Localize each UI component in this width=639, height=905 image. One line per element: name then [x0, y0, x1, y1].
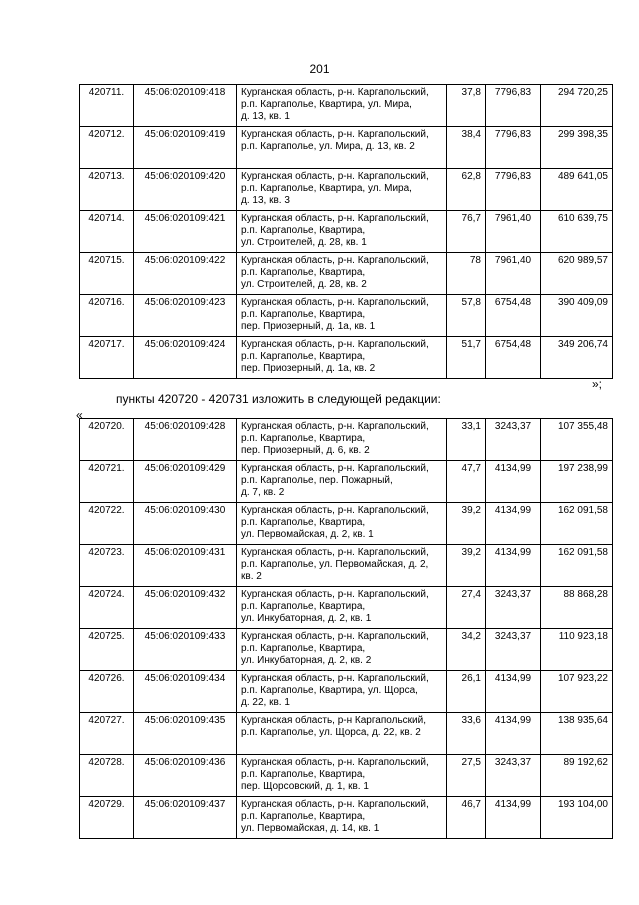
address-cell — [237, 295, 447, 337]
cadastral-number-cell: 45:06:020109:435 — [134, 713, 237, 755]
address-cell — [237, 169, 447, 211]
address-line: р.п. Каргаполье, Квартира, — [241, 351, 366, 362]
address-cell — [237, 211, 447, 253]
table-row — [80, 713, 613, 755]
cadastral-number-cell: 45:06:020109:434 — [134, 671, 237, 713]
address-cell — [237, 545, 447, 587]
table-row — [80, 419, 613, 461]
table-row — [80, 587, 613, 629]
area-cell: 57,8 — [447, 295, 486, 337]
cadastral-number-cell: 45:06:020109:420 — [134, 169, 237, 211]
address-line: ул. Инкубаторная, д. 2, кв. 1 — [241, 613, 372, 624]
property-table-2 — [79, 418, 613, 839]
total-value-cell: 489 641,05 — [541, 169, 613, 211]
address-cell — [237, 629, 447, 671]
address-line: кв. 2 — [241, 571, 262, 582]
table-row — [80, 85, 613, 127]
address-line: р.п. Каргаполье, Квартира, — [241, 601, 366, 612]
address-line: р.п. Каргаполье, ул. Мира, д. 13, кв. 2 — [241, 141, 415, 152]
row-number-cell: 420727. — [80, 713, 134, 755]
cadastral-number-cell: 45:06:020109:421 — [134, 211, 237, 253]
page-number: 201 — [309, 62, 330, 76]
row-number-cell: 420726. — [80, 671, 134, 713]
address-cell — [237, 797, 447, 839]
price-per-sqm-cell: 6754,48 — [486, 337, 541, 379]
table-row — [80, 253, 613, 295]
area-cell: 38,4 — [447, 127, 486, 169]
address-line: ул. Строителей, д. 28, кв. 2 — [241, 279, 367, 290]
address-line: ул. Строителей, д. 28, кв. 1 — [241, 237, 367, 248]
cadastral-number-cell: 45:06:020109:429 — [134, 461, 237, 503]
total-value-cell: 138 935,64 — [541, 713, 613, 755]
price-per-sqm-cell: 3243,37 — [486, 755, 541, 797]
address-line: р.п. Каргаполье, Квартира, — [241, 433, 366, 444]
row-number-cell: 420722. — [80, 503, 134, 545]
total-value-cell: 107 923,22 — [541, 671, 613, 713]
cadastral-number-cell: 45:06:020109:431 — [134, 545, 237, 587]
address-line: р.п. Каргаполье, Квартира, — [241, 643, 366, 654]
total-value-cell: 620 989,57 — [541, 253, 613, 295]
address-line: Курганская область, р-н. Каргапольский, — [241, 799, 429, 810]
address-line: Курганская область, р-н. Каргапольский, — [241, 589, 429, 600]
address-line: Курганская область, р-н. Каргапольский, — [241, 463, 429, 474]
total-value-cell: 299 398,35 — [541, 127, 613, 169]
total-value-cell: 110 923,18 — [541, 629, 613, 671]
address-line: Курганская область, р-н. Каргапольский, — [241, 171, 429, 182]
area-cell: 34,2 — [447, 629, 486, 671]
address-line: р.п. Каргаполье, ул. Первомайская, д. 2, — [241, 559, 429, 570]
address-cell — [237, 503, 447, 545]
area-cell: 62,8 — [447, 169, 486, 211]
cadastral-number-cell: 45:06:020109:432 — [134, 587, 237, 629]
table-row — [80, 545, 613, 587]
address-line: ул. Первомайская, д. 2, кв. 1 — [241, 529, 374, 540]
cadastral-number-cell: 45:06:020109:430 — [134, 503, 237, 545]
area-cell: 76,7 — [447, 211, 486, 253]
table-2-body — [80, 419, 613, 839]
area-cell: 33,1 — [447, 419, 486, 461]
area-cell: 27,4 — [447, 587, 486, 629]
address-line: Курганская область, р-н. Каргапольский, — [241, 87, 429, 98]
address-line: р.п. Каргаполье, Квартира, — [241, 267, 366, 278]
total-value-cell: 88 868,28 — [541, 587, 613, 629]
price-per-sqm-cell: 7961,40 — [486, 211, 541, 253]
area-cell: 27,5 — [447, 755, 486, 797]
price-per-sqm-cell: 3243,37 — [486, 629, 541, 671]
table-1-body — [80, 85, 613, 379]
price-per-sqm-cell: 3243,37 — [486, 587, 541, 629]
cadastral-number-cell: 45:06:020109:424 — [134, 337, 237, 379]
cadastral-number-cell: 45:06:020109:428 — [134, 419, 237, 461]
table-row — [80, 671, 613, 713]
address-line: пер. Щорсовский, д. 1, кв. 1 — [241, 781, 369, 792]
cadastral-number-cell: 45:06:020109:437 — [134, 797, 237, 839]
address-line: ул. Инкубаторная, д. 2, кв. 2 — [241, 655, 372, 666]
row-number-cell: 420724. — [80, 587, 134, 629]
area-cell: 39,2 — [447, 503, 486, 545]
table-row — [80, 503, 613, 545]
total-value-cell: 294 720,25 — [541, 85, 613, 127]
address-cell — [237, 253, 447, 295]
address-line: д. 13, кв. 3 — [241, 195, 290, 206]
table-row — [80, 337, 613, 379]
row-number-cell: 420725. — [80, 629, 134, 671]
row-number-cell: 420723. — [80, 545, 134, 587]
address-line: Курганская область, р-н. Каргапольский, — [241, 673, 429, 684]
row-number-cell: 420729. — [80, 797, 134, 839]
price-per-sqm-cell: 4134,99 — [486, 461, 541, 503]
address-line: пер. Приозерный, д. 1а, кв. 2 — [241, 363, 376, 374]
total-value-cell: 349 206,74 — [541, 337, 613, 379]
total-value-cell: 162 091,58 — [541, 545, 613, 587]
address-line: Курганская область, р-н. Каргапольский, — [241, 547, 429, 558]
address-cell — [237, 127, 447, 169]
row-number-cell: 420728. — [80, 755, 134, 797]
row-number-cell: 420716. — [80, 295, 134, 337]
total-value-cell: 107 355,48 — [541, 419, 613, 461]
address-line: Курганская область, р-н. Каргапольский, — [241, 505, 429, 516]
address-line: Курганская область, р-н. Каргапольский, — [241, 213, 429, 224]
area-cell: 47,7 — [447, 461, 486, 503]
total-value-cell: 162 091,58 — [541, 503, 613, 545]
total-value-cell: 390 409,09 — [541, 295, 613, 337]
address-cell — [237, 755, 447, 797]
address-line: р.п. Каргаполье, Квартира, ул. Мира, — [241, 183, 412, 194]
area-cell: 33,6 — [447, 713, 486, 755]
opening-quote: « — [76, 408, 83, 422]
address-line: Курганская область, р-н. Каргапольский, — [241, 339, 429, 350]
address-cell — [237, 419, 447, 461]
address-line: Курганская область, р-н. Каргапольский, — [241, 631, 429, 642]
closing-quote: »; — [592, 377, 603, 391]
cadastral-number-cell: 45:06:020109:433 — [134, 629, 237, 671]
area-cell: 39,2 — [447, 545, 486, 587]
price-per-sqm-cell: 7796,83 — [486, 169, 541, 211]
address-cell — [237, 85, 447, 127]
address-line: р.п. Каргаполье, Квартира, ул. Мира, — [241, 99, 412, 110]
address-line: р.п. Каргаполье, ул. Щорса, д. 22, кв. 2 — [241, 727, 421, 738]
price-per-sqm-cell: 7796,83 — [486, 85, 541, 127]
address-line: р.п. Каргаполье, Квартира, — [241, 309, 366, 320]
address-line: Курганская область, р-н Каргапольский, — [241, 715, 426, 726]
table-row — [80, 211, 613, 253]
area-cell: 51,7 — [447, 337, 486, 379]
table-row — [80, 755, 613, 797]
property-table-1 — [79, 84, 613, 379]
row-number-cell: 420717. — [80, 337, 134, 379]
table-row — [80, 295, 613, 337]
table-row — [80, 169, 613, 211]
address-line: д. 22, кв. 1 — [241, 697, 290, 708]
price-per-sqm-cell: 4134,99 — [486, 503, 541, 545]
row-number-cell: 420721. — [80, 461, 134, 503]
area-cell: 26,1 — [447, 671, 486, 713]
cadastral-number-cell: 45:06:020109:422 — [134, 253, 237, 295]
area-cell: 78 — [447, 253, 486, 295]
address-line: Курганская область, р-н. Каргапольский, — [241, 255, 429, 266]
address-line: р.п. Каргаполье, пер. Пожарный, — [241, 475, 393, 486]
price-per-sqm-cell: 7961,40 — [486, 253, 541, 295]
price-per-sqm-cell: 4134,99 — [486, 797, 541, 839]
amendment-instruction: пункты 420720 - 420731 изложить в следующей редакции: — [116, 392, 441, 406]
address-line: р.п. Каргаполье, Квартира, — [241, 769, 366, 780]
price-per-sqm-cell: 6754,48 — [486, 295, 541, 337]
cadastral-number-cell: 45:06:020109:436 — [134, 755, 237, 797]
area-cell: 46,7 — [447, 797, 486, 839]
price-per-sqm-cell: 4134,99 — [486, 713, 541, 755]
address-line: ул. Первомайская, д. 14, кв. 1 — [241, 823, 380, 834]
row-number-cell: 420711. — [80, 85, 134, 127]
cadastral-number-cell: 45:06:020109:419 — [134, 127, 237, 169]
area-cell: 37,8 — [447, 85, 486, 127]
address-line: Курганская область, р-н. Каргапольский, — [241, 757, 429, 768]
address-line: пер. Приозерный, д. 6, кв. 2 — [241, 445, 370, 456]
total-value-cell: 610 639,75 — [541, 211, 613, 253]
address-line: д. 13, кв. 1 — [241, 111, 290, 122]
address-line: Курганская область, р-н. Каргапольский, — [241, 129, 429, 140]
row-number-cell: 420720. — [80, 419, 134, 461]
table-row — [80, 797, 613, 839]
address-line: пер. Приозерный, д. 1а, кв. 1 — [241, 321, 376, 332]
address-line: Курганская область, р-н. Каргапольский, — [241, 421, 429, 432]
address-line: р.п. Каргаполье, Квартира, — [241, 811, 366, 822]
total-value-cell: 193 104,00 — [541, 797, 613, 839]
row-number-cell: 420715. — [80, 253, 134, 295]
address-line: Курганская область, р-н. Каргапольский, — [241, 297, 429, 308]
price-per-sqm-cell: 4134,99 — [486, 545, 541, 587]
row-number-cell: 420714. — [80, 211, 134, 253]
address-cell — [237, 337, 447, 379]
table-row — [80, 461, 613, 503]
row-number-cell: 420713. — [80, 169, 134, 211]
price-per-sqm-cell: 7796,83 — [486, 127, 541, 169]
price-per-sqm-cell: 4134,99 — [486, 671, 541, 713]
address-line: р.п. Каргаполье, Квартира, — [241, 517, 366, 528]
address-cell — [237, 461, 447, 503]
address-line: р.п. Каргаполье, Квартира, — [241, 225, 366, 236]
cadastral-number-cell: 45:06:020109:418 — [134, 85, 237, 127]
table-row — [80, 629, 613, 671]
address-cell — [237, 587, 447, 629]
price-per-sqm-cell: 3243,37 — [486, 419, 541, 461]
address-cell — [237, 713, 447, 755]
address-line: р.п. Каргаполье, Квартира, ул. Щорса, — [241, 685, 418, 696]
address-cell — [237, 671, 447, 713]
row-number-cell: 420712. — [80, 127, 134, 169]
address-line: д. 7, кв. 2 — [241, 487, 285, 498]
total-value-cell: 89 192,62 — [541, 755, 613, 797]
table-row — [80, 127, 613, 169]
cadastral-number-cell: 45:06:020109:423 — [134, 295, 237, 337]
total-value-cell: 197 238,99 — [541, 461, 613, 503]
